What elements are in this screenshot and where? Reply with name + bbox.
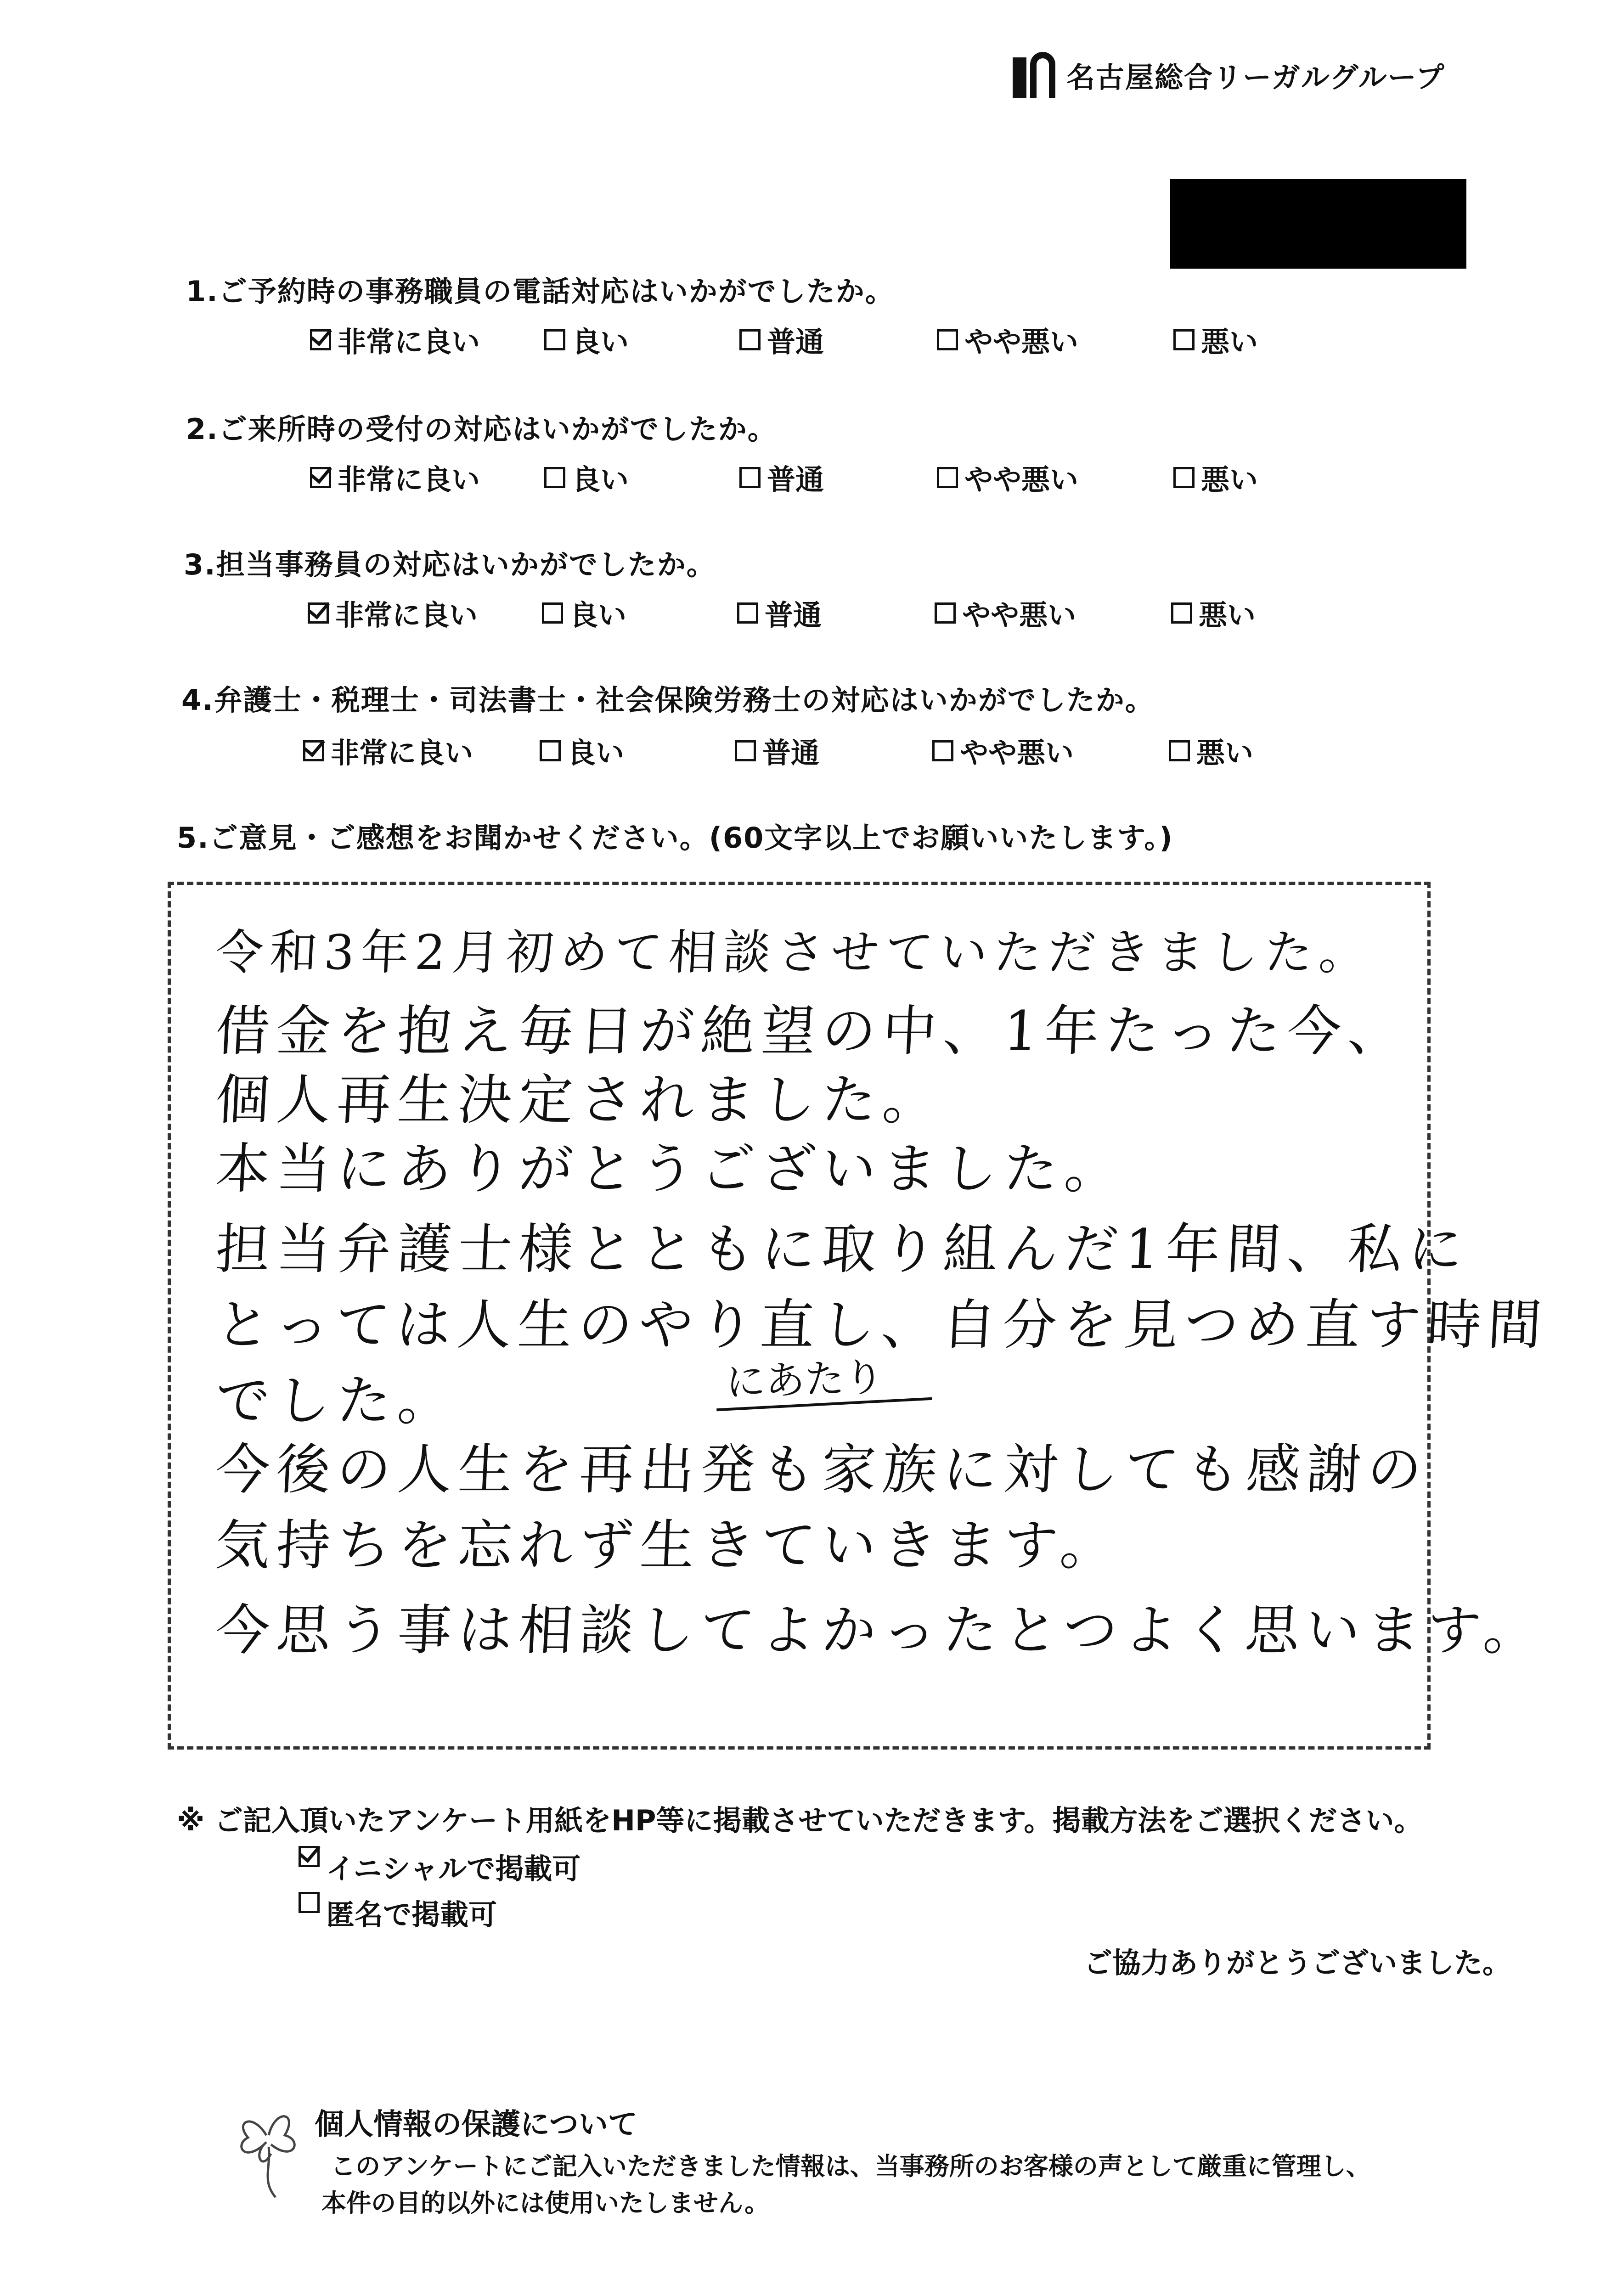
comment-insertion: にあたり <box>725 1354 885 1406</box>
checkbox-checked-icon[interactable] <box>303 740 324 761</box>
checkbox-checked-icon[interactable] <box>310 467 331 488</box>
checkbox-icon[interactable] <box>739 329 761 350</box>
checkbox-icon[interactable] <box>1171 602 1192 624</box>
question-3: 3.担当事務員の対応はいかがでしたか。 <box>184 548 716 581</box>
checkbox-icon[interactable] <box>739 467 761 488</box>
q3-option-very-good[interactable]: 非常に良い <box>308 592 478 633</box>
q2-option-good[interactable]: 良い <box>544 457 629 498</box>
question-2: 2.ご来所時の受付の対応はいかがでしたか。 <box>186 412 777 446</box>
checkbox-icon[interactable] <box>540 740 561 761</box>
redacted-block <box>1170 179 1466 269</box>
q1-option-somewhat-bad[interactable]: やや悪い <box>937 319 1078 360</box>
q1-option-good[interactable]: 良い <box>544 319 629 360</box>
q3-option-good[interactable]: 良い <box>542 592 626 633</box>
q3-option-somewhat-bad[interactable]: やや悪い <box>935 592 1076 633</box>
clover-icon <box>225 2094 308 2200</box>
checkbox-checked-icon[interactable] <box>310 329 331 350</box>
q1-option-very-good[interactable]: 非常に良い <box>310 319 480 360</box>
q4-option-very-good[interactable]: 非常に良い <box>303 730 473 771</box>
q3-option-normal[interactable]: 普通 <box>737 592 822 633</box>
q2-option-very-good[interactable]: 非常に良い <box>310 457 480 498</box>
comment-line: 借金を抱え毎日が絶望の中、1年たった今、 <box>214 999 1410 1063</box>
comment-line: 気持ちを忘れず生きていきます。 <box>214 1514 1122 1577</box>
question-1: 1.ご予約時の事務職員の電話対応はいかがでしたか。 <box>186 275 895 308</box>
q4-option-good[interactable]: 良い <box>540 730 624 771</box>
publish-option-initials[interactable]: イニシャルで掲載可 <box>299 1846 580 1887</box>
comment-line: でした。 <box>214 1369 460 1432</box>
checkbox-icon[interactable] <box>544 467 565 488</box>
comment-line: 本当にありがとうございました。 <box>214 1137 1127 1200</box>
checkbox-icon[interactable] <box>1173 329 1195 350</box>
comment-line: 個人再生決定されました。 <box>214 1068 945 1131</box>
q4-option-bad[interactable]: 悪い <box>1169 730 1253 771</box>
checkbox-icon[interactable] <box>735 740 756 761</box>
publish-note: ※ ご記入頂いたアンケート用紙をHP等に掲載させていただきます。掲載方法をご選択ください。 <box>177 1804 1423 1837</box>
checkbox-icon[interactable] <box>937 467 958 488</box>
privacy-line: 本件の目的以外には使用いたしません。 <box>321 2189 770 2217</box>
comment-line: 今後の人生を再出発も家族に対しても感謝の <box>214 1438 1430 1501</box>
comment-line: 今思う事は相談してよかったとつよく思います。 <box>214 1598 1546 1662</box>
privacy-line: このアンケートにご記入いただきました情報は、当事務所のお客様の声として厳重に管理し、 <box>331 2152 1371 2181</box>
comment-line: 担当弁護士様とともに取り組んだ1年間、私に <box>214 1217 1471 1281</box>
question-5: 5.ご意見・ご感想をお聞かせください。(60文字以上でお願いいたします。) <box>177 821 1173 855</box>
logo-icon <box>1013 52 1056 98</box>
checkbox-icon[interactable] <box>737 602 758 624</box>
checkbox-icon[interactable] <box>544 329 565 350</box>
q3-option-bad[interactable]: 悪い <box>1171 592 1256 633</box>
q1-option-normal[interactable]: 普通 <box>739 319 824 360</box>
q4-option-somewhat-bad[interactable]: やや悪い <box>932 730 1074 771</box>
checkbox-icon[interactable] <box>1169 740 1190 761</box>
q4-option-normal[interactable]: 普通 <box>735 730 819 771</box>
comment-line: 令和3年2月初めて相談させていただきました。 <box>214 924 1375 980</box>
q2-option-bad[interactable]: 悪い <box>1173 457 1258 498</box>
question-4: 4.弁護士・税理士・司法書士・社会保険労務士の対応はいかがでしたか。 <box>181 683 1155 717</box>
checkbox-icon[interactable] <box>1173 467 1195 488</box>
comment-line: とっては人生のやり直し、自分を見つめ直す時間 <box>214 1293 1550 1356</box>
checkbox-icon[interactable] <box>299 1892 320 1913</box>
checkbox-icon[interactable] <box>542 602 563 624</box>
thanks-text: ご協力ありがとうございました。 <box>1084 1946 1511 1980</box>
checkbox-icon[interactable] <box>937 329 958 350</box>
q2-option-normal[interactable]: 普通 <box>739 457 824 498</box>
org-name: 名古屋総合リーガルグループ <box>1066 60 1445 94</box>
org-logo <box>1013 50 1445 100</box>
q2-option-somewhat-bad[interactable]: やや悪い <box>937 457 1078 498</box>
privacy-title: 個人情報の保護について <box>315 2108 637 2142</box>
q1-option-bad[interactable]: 悪い <box>1173 319 1258 360</box>
checkbox-checked-icon[interactable] <box>308 602 329 624</box>
publish-option-anonymous[interactable]: 匿名で掲載可 <box>299 1892 497 1933</box>
checkbox-icon[interactable] <box>932 740 953 761</box>
checkbox-icon[interactable] <box>935 602 956 624</box>
checkbox-checked-icon[interactable] <box>299 1846 320 1867</box>
